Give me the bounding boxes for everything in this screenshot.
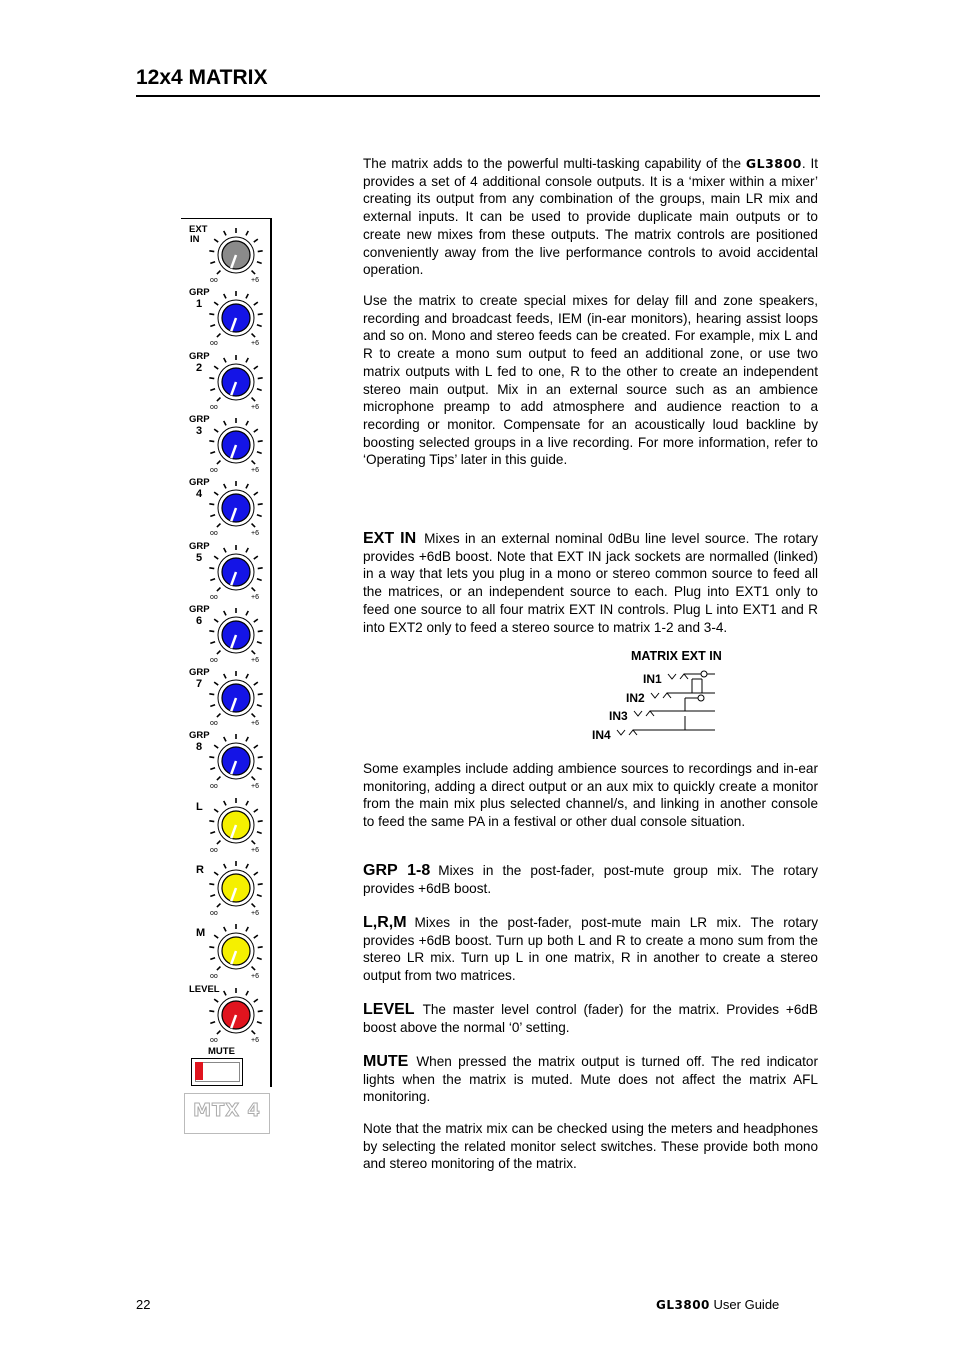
mute-indicator-led xyxy=(195,1062,203,1080)
mute-heading: MUTE xyxy=(363,1053,409,1070)
knob-tick xyxy=(210,515,215,517)
knob-tick xyxy=(258,377,263,378)
knob-tick xyxy=(257,452,262,454)
knob-min-label: oo xyxy=(210,466,218,474)
lrm-body: Mixes in the post-fader, post-mute main LR mix. The rotary provides +6dB boost. Turn up both L and R to create a mono sum from the stereo LR mix. Turn up L in one matrix, R in another to create a stereo output from two matrices. xyxy=(363,915,818,984)
knob-max-label: +6 xyxy=(251,403,259,411)
knob-sublabel-5: 5 xyxy=(196,551,203,564)
knob-tick xyxy=(209,251,214,252)
knob-tick xyxy=(209,1010,214,1011)
knob-sublabel-4: 4 xyxy=(196,488,203,501)
knob-tick xyxy=(217,397,221,401)
knob-tick xyxy=(224,991,226,995)
ext-in-body: Mixes in an external nominal 0dBu line level source. The rotary provides +6dB boost. Note that EXT IN jack sockets are normalled (linked) in a way that lets you plug in a mono or stereo common source to feed all the matrices, or an independent source to each. Plug into EXT1 only to feed one source to all four matrix EXT IN controls. Plug L into EXT1 and R into EXT2 only to feed a stereo source to matrix 1-2 and 3-4. xyxy=(363,531,818,635)
mute-body: When pressed the matrix output is turned off. The red indicator lights when the matrix is muted. Mute does not affect the matrix AFL monitoring. xyxy=(363,1054,818,1105)
knob-tick xyxy=(254,872,258,875)
knob-tick xyxy=(258,820,263,821)
examples-paragraph: Some examples include adding ambience sources to recordings and in-ear monitoring, adding a direct output or an aux mix to quickly create a monitor from the main mix plus selected channel/s, and linking in another console to feed the same PA in a festival or other dual console situation. xyxy=(363,761,818,830)
knob-min-label: oo xyxy=(210,783,218,791)
knob-tick xyxy=(214,556,218,559)
knob-sublabel-10: R xyxy=(196,864,204,876)
intro-paragraph-1 xyxy=(363,155,818,279)
knob-tick xyxy=(246,294,248,298)
knob-tick xyxy=(224,927,226,931)
knob-label-0: EXT xyxy=(189,224,208,235)
knob-tick xyxy=(254,556,258,559)
knob-tick xyxy=(254,746,258,749)
mute-section xyxy=(363,1053,818,1106)
strip-right-border xyxy=(270,218,272,1087)
knob-tick xyxy=(217,714,221,718)
knob-max-label: +6 xyxy=(251,783,259,791)
knob-tick xyxy=(257,578,262,580)
knob-min-label: oo xyxy=(210,1036,218,1044)
knob-tick xyxy=(258,504,263,505)
knob-min-label: oo xyxy=(210,973,218,981)
knob-tick xyxy=(252,967,256,971)
knob-tick xyxy=(252,714,256,718)
level-body: The master level control (fader) for the matrix. Provides +6dB boost above the normal ‘0’ setting. xyxy=(363,1002,818,1035)
knob-tick xyxy=(214,872,218,875)
knob-tick xyxy=(258,441,263,442)
knob-tick xyxy=(246,231,248,235)
knob-min-label: oo xyxy=(210,277,218,284)
knob-tick xyxy=(246,801,248,805)
knob-label-7: GRP xyxy=(189,667,210,679)
knob-tick xyxy=(257,1021,262,1023)
level-section xyxy=(363,1001,818,1036)
ext-in-wiring-diagram xyxy=(600,665,730,745)
knob-tick xyxy=(254,239,258,242)
knob-tick xyxy=(246,737,248,741)
ext-in-heading: EXT IN xyxy=(363,530,417,547)
knob-tick xyxy=(210,578,215,580)
knob-tick xyxy=(224,864,226,868)
knob-tick xyxy=(214,302,218,305)
knob-sublabel-2: 2 xyxy=(196,361,203,374)
knob-tick xyxy=(217,460,221,464)
knob-tick xyxy=(210,452,215,454)
knob-tick xyxy=(246,547,248,551)
knob-tick xyxy=(217,967,221,971)
ext-in-section xyxy=(363,530,818,636)
knob-tick xyxy=(246,674,248,678)
knob-tick xyxy=(209,694,214,695)
knob-tick xyxy=(209,820,214,821)
knob-max-label: +6 xyxy=(251,530,259,538)
knob-tick xyxy=(217,524,221,528)
knob-tick xyxy=(257,325,262,327)
knob-tick xyxy=(209,631,214,632)
knob-tick xyxy=(210,1021,215,1023)
knob-tick xyxy=(217,650,221,654)
diagram-title: MATRIX EXT IN xyxy=(631,649,722,663)
knob-tick xyxy=(217,904,221,908)
knob-tick xyxy=(258,567,263,568)
knob-tick xyxy=(254,809,258,812)
knob-tick xyxy=(252,397,256,401)
knob-tick xyxy=(210,958,215,960)
grp-body: Mixes in the post-fader, post-mute group mix. The rotary provides +6dB boost. xyxy=(363,863,819,896)
knob-tick xyxy=(257,515,262,517)
knob-tick xyxy=(258,1010,263,1011)
intro-paragraph-2: Use the matrix to create special mixes for delay fill and zone speakers, recording and broadcast feeds, IEM (in-ear monitors), hearing assist loops and so on. Mono and stereo feeds can be created. For example, mix L and R to create a mono sum output to feed an additional zone, or use two matrix outputs with L fed to one, R to the other to create an independent stereo main output. Mix in an external source such as an ambience microphone preamp to add atmosphere and audience reaction to a recording or monitor. Compensate for an acoustically loud backline by boosting selected groups in a live recording. For more information, refer to ‘Operating Tips’ later in this guide. xyxy=(363,293,818,468)
knob-tick xyxy=(254,366,258,369)
knob-tick xyxy=(214,682,218,685)
knob-tick xyxy=(224,611,226,615)
knob-sublabel-6: 6 xyxy=(196,614,203,627)
knob-tick xyxy=(209,441,214,442)
knob-max-label: +6 xyxy=(251,910,259,917)
knob-tick xyxy=(217,587,221,591)
diagram-in2: IN2 xyxy=(626,691,645,705)
mute-button[interactable] xyxy=(191,1058,243,1086)
knob-tick xyxy=(257,705,262,707)
lrm-heading: L,R,M xyxy=(363,914,407,931)
knob-tick xyxy=(252,1030,256,1034)
knob-tick xyxy=(209,504,214,505)
knob-tick xyxy=(252,904,256,908)
knob-sublabel-9: L xyxy=(196,800,203,813)
knob-tick xyxy=(258,757,263,758)
knob-tick xyxy=(214,935,218,938)
knob-label-8: GRP xyxy=(189,730,210,742)
knob-tick xyxy=(209,947,214,948)
grp-heading: GRP 1-8 xyxy=(363,862,431,879)
knob-tick xyxy=(252,840,256,844)
knob-tick xyxy=(210,831,215,833)
knob-max-label: +6 xyxy=(251,340,259,348)
knob-tick xyxy=(252,271,256,275)
knob-tick xyxy=(246,927,248,931)
knob-tick xyxy=(217,271,221,275)
footer-guide xyxy=(656,1297,779,1312)
knob-tick xyxy=(210,768,215,770)
knob-tick xyxy=(252,524,256,528)
knob-tick xyxy=(217,334,221,338)
knob-tick xyxy=(252,650,256,654)
knob-tick xyxy=(224,231,226,235)
knob-tick xyxy=(214,429,218,432)
knob-max-label: +6 xyxy=(251,846,259,854)
diagram-in1: IN1 xyxy=(643,672,662,686)
knob-label-1: GRP xyxy=(189,287,210,299)
note-paragraph: Note that the matrix mix can be checked using the meters and headphones by selecting the related monitor select switches. These provide both mono and stereo monitoring of the matrix. xyxy=(363,1121,818,1172)
knob-tick xyxy=(258,631,263,632)
knob-tick xyxy=(258,884,263,885)
knob-label-3: GRP xyxy=(189,413,210,425)
knob-min-label: oo xyxy=(210,910,218,917)
knob-label-2: GRP xyxy=(189,350,210,362)
knob-tick xyxy=(209,567,214,568)
knob-tick xyxy=(224,737,226,741)
knob-tick xyxy=(210,895,215,897)
knob-tick xyxy=(254,429,258,432)
footer-text: User Guide xyxy=(713,1297,780,1312)
knob-min-label: oo xyxy=(210,720,218,728)
level-heading: LEVEL xyxy=(363,1001,415,1018)
knob-tick xyxy=(224,547,226,551)
knob-tick xyxy=(257,262,262,264)
knob-tick xyxy=(209,377,214,378)
knob-tick xyxy=(258,694,263,695)
footer-logo: GL3800 xyxy=(656,1298,710,1312)
inline-logo: GL3800 xyxy=(745,156,802,171)
knob-tick xyxy=(224,294,226,298)
knob-tick xyxy=(214,746,218,749)
knob-min-label: oo xyxy=(210,846,218,854)
knob-tick xyxy=(254,492,258,495)
knob-tick xyxy=(210,388,215,390)
knob-tick xyxy=(214,366,218,369)
knob-tick xyxy=(254,935,258,938)
knob-tick xyxy=(209,884,214,885)
knob-tick xyxy=(246,484,248,488)
page-title: 12x4 MATRIX xyxy=(136,66,268,89)
knob-tick xyxy=(217,840,221,844)
knob-tick xyxy=(258,947,263,948)
strip-name-panel xyxy=(184,1093,270,1134)
knob-tick xyxy=(217,1030,221,1034)
knob-label-6: GRP xyxy=(189,603,210,615)
knob-tick xyxy=(224,801,226,805)
knob-tick xyxy=(258,314,263,315)
knob-tick xyxy=(224,421,226,425)
knob-tick xyxy=(210,325,215,327)
knob-tick xyxy=(254,302,258,305)
diagram-in3: IN3 xyxy=(609,709,628,723)
knob-max-label: +6 xyxy=(251,973,259,981)
knob-tick xyxy=(254,619,258,622)
knob-tick xyxy=(254,999,258,1002)
knob-min-label: oo xyxy=(210,403,218,411)
lrm-section xyxy=(363,914,818,985)
knob-min-label: oo xyxy=(210,530,218,538)
knob-min-label: oo xyxy=(210,656,218,664)
knob-max-label: +6 xyxy=(251,466,259,474)
intro-text-b: . It provides a set of 4 additional console outputs. It is a ‘mixer within a mixer’ creating its output from any combination of the groups, main LR mix and external inputs. It can be used to provide duplicate main outputs or to create new mixes from these outputs. The matrix controls are positioned conveniently away from the live performance controls to avoid accidental operation. xyxy=(363,156,819,278)
knob-sublabel-0: IN xyxy=(190,234,200,245)
knob-tick xyxy=(209,757,214,758)
knob-tick xyxy=(246,611,248,615)
knob-tick xyxy=(210,262,215,264)
knob-max-label: +6 xyxy=(251,656,259,664)
knob-min-label: oo xyxy=(210,593,218,601)
knob-tick xyxy=(252,460,256,464)
knob-tick xyxy=(254,682,258,685)
knob-tick xyxy=(252,587,256,591)
knob-tick xyxy=(210,705,215,707)
knob-sublabel-1: 1 xyxy=(196,298,203,311)
knob-tick xyxy=(224,358,226,362)
diagram-in4: IN4 xyxy=(592,728,611,742)
knob-tick xyxy=(246,421,248,425)
knob-sublabel-8: 8 xyxy=(196,741,203,754)
knob-tick xyxy=(210,642,215,644)
mute-label: MUTE xyxy=(208,1046,235,1057)
knob-max-label: +6 xyxy=(251,1036,259,1044)
knob-tick xyxy=(214,492,218,495)
knob-tick xyxy=(257,388,262,390)
strip-name: MTX 4 xyxy=(193,1100,261,1121)
knob-label-5: GRP xyxy=(189,540,210,552)
page-number: 22 xyxy=(136,1297,151,1312)
knob-sublabel-11: M xyxy=(196,927,206,940)
knob-tick xyxy=(257,768,262,770)
knob-label-12: LEVEL xyxy=(189,983,220,995)
strip-top-border xyxy=(181,218,272,219)
knob-tick xyxy=(214,239,218,242)
knob-tick xyxy=(252,777,256,781)
knob-tick xyxy=(214,999,218,1002)
knob-max-label: +6 xyxy=(251,277,259,284)
knob-tick xyxy=(257,958,262,960)
knob-tick xyxy=(214,809,218,812)
intro-text-a: The matrix adds to the powerful multi-tasking capability of the xyxy=(363,156,742,171)
knob-sublabel-3: 3 xyxy=(196,424,203,437)
knob-label-4: GRP xyxy=(189,477,210,489)
knob-tick xyxy=(214,619,218,622)
knob-tick xyxy=(257,642,262,644)
knob-tick xyxy=(252,334,256,338)
knob-tick xyxy=(246,864,248,868)
knob-tick xyxy=(246,358,248,362)
knob-min-label: oo xyxy=(210,340,218,348)
grp-section xyxy=(363,862,818,897)
knob-sublabel-7: 7 xyxy=(196,678,203,691)
knob-tick xyxy=(224,484,226,488)
knob-tick xyxy=(257,895,262,897)
knob-tick xyxy=(257,831,262,833)
knob-max-label: +6 xyxy=(251,720,259,728)
knob-tick xyxy=(209,314,214,315)
knob-max-label: +6 xyxy=(251,593,259,601)
title-rule xyxy=(136,95,820,97)
knob-tick xyxy=(217,777,221,781)
knob-tick xyxy=(224,674,226,678)
knob-tick xyxy=(258,251,263,252)
knob-tick xyxy=(246,991,248,995)
